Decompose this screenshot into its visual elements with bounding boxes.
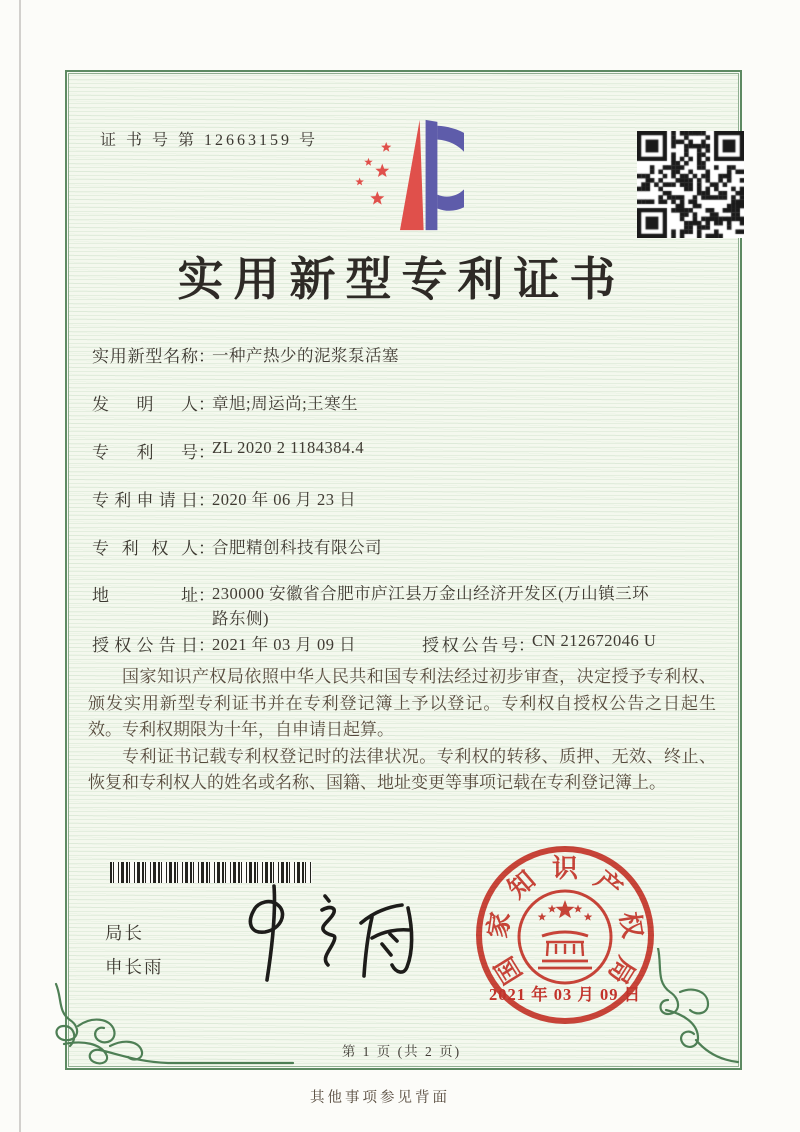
field-value: 一种产热少的泥浆泵活塞: [212, 346, 399, 365]
svg-text:知: 知: [502, 865, 541, 905]
field-label: 授权公告日: [92, 636, 198, 655]
colon: ：: [198, 539, 215, 558]
field-label: 专利号: [92, 443, 198, 462]
svg-text:权: 权: [614, 909, 648, 941]
colon: ：: [198, 586, 215, 605]
seal-national-emblem: [538, 900, 593, 921]
colon: ：: [198, 347, 215, 366]
field-value: 2021 年 03 月 09 日: [212, 635, 357, 654]
field-row-address: [92, 581, 732, 631]
field-row-patentee: [92, 534, 732, 559]
colon: ：: [518, 636, 535, 655]
scan-edge-shadow: [19, 0, 21, 1132]
colon: ：: [198, 443, 215, 462]
signature-handwriting: [222, 872, 437, 987]
signer-title: 局长: [105, 923, 144, 943]
field-label: 发明人: [92, 395, 198, 414]
field-row-grant-date: [92, 631, 732, 656]
svg-text:识: 识: [551, 854, 579, 883]
field-value: ZL 2020 2 1184384.4: [212, 438, 365, 457]
svg-text:局: 局: [602, 951, 641, 989]
qr-code: [637, 131, 744, 238]
svg-text:国: 国: [489, 951, 528, 989]
field-row-name: [92, 342, 732, 367]
field-row-filing-date: [92, 486, 732, 511]
field-value: 合肥精创科技有限公司: [212, 538, 382, 557]
legal-paragraph: 专利证书记载专利权登记时的法律状况。专利权的转移、质押、无效、终止、恢复和专利权人的姓名或名称、国籍、地址变更等事项记载在专利登记簿上。: [88, 746, 716, 792]
cnipa-logo-icon: [334, 110, 464, 238]
logo-blue-bar: [426, 120, 438, 230]
logo-star: [355, 177, 363, 185]
logo-star: [370, 191, 384, 204]
field-label: 专利权人: [92, 539, 198, 558]
certificate-title: 实用新型专利证书: [177, 254, 626, 305]
logo-blue-bowl: [437, 126, 464, 211]
logo-star: [375, 164, 389, 177]
page-number: 第 1 页 (共 2 页): [341, 1044, 462, 1059]
corner-flourish-icon: [652, 948, 742, 1068]
svg-text:家: 家: [482, 909, 516, 941]
field-label: 地址: [92, 586, 198, 605]
field-value: CN 212672046 U: [532, 631, 657, 650]
field-value: 2020 年 06 月 23 日: [212, 490, 357, 509]
legal-paragraph: 国家知识产权局依照中华人民共和国专利法经过初步审查，决定授予专利权、颁发实用新型专利证书并在专利登记簿上予以登记。专利权自授权公告之日起生效。专利权期限为十年，自申请日起算。: [88, 667, 716, 739]
field-label: 授权公告号: [422, 636, 518, 655]
certificate-number: 证 书 号 第 12663159 号: [100, 132, 319, 149]
signer-name: 申长雨: [105, 957, 164, 977]
logo-star: [364, 158, 372, 166]
colon: ：: [198, 395, 215, 414]
field-row-patent-number: [92, 438, 732, 463]
svg-text:产: 产: [589, 865, 628, 905]
field-value: 230000 安徽省合肥市庐江县万金山经济开发区(万山镇三环路东侧): [212, 584, 650, 628]
logo-star: [381, 142, 391, 152]
back-side-note: 其他事项参见背面: [310, 1090, 450, 1106]
logo-red-wedge: [400, 120, 424, 230]
field-value: 章旭;周运尚;王寒生: [212, 394, 359, 413]
field-row-inventors: [92, 390, 732, 415]
field-grant-number: [422, 631, 656, 656]
colon: ：: [198, 636, 215, 655]
colon: ：: [198, 491, 215, 510]
field-label: 实用新型名称: [92, 347, 198, 366]
field-label: 专利申请日: [92, 491, 198, 510]
seal-date: 2021 年 03 月 09 日: [488, 985, 642, 1004]
legal-text: [88, 664, 716, 797]
corner-flourish-icon: [48, 982, 298, 1067]
